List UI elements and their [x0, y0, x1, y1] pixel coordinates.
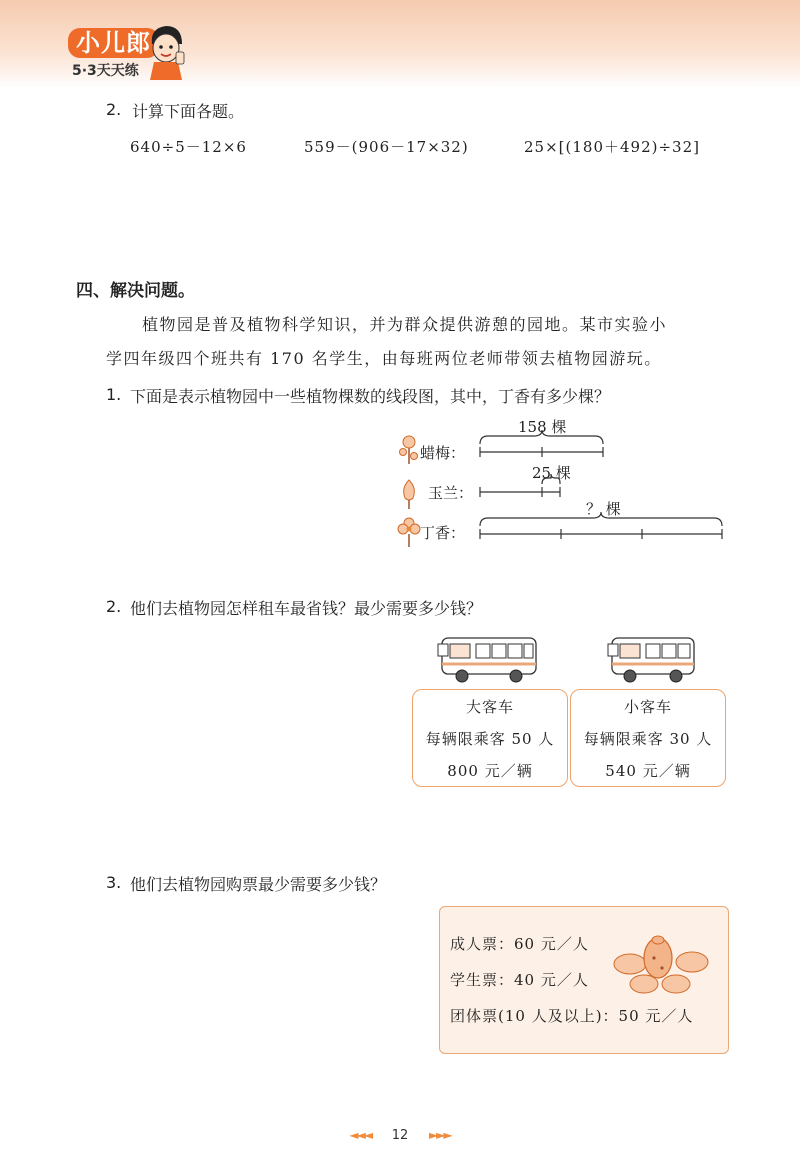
- q2-number: 2.: [106, 597, 122, 616]
- series-title: 5·3天天练: [72, 63, 139, 79]
- segment-diagram: [470, 412, 740, 552]
- expression: 559－(906－17×32): [304, 138, 469, 156]
- small-bus-info: [570, 689, 726, 787]
- brand-title: 小儿郎: [68, 28, 159, 58]
- q1-number: 1.: [106, 385, 122, 404]
- label-lilac: 丁香：: [420, 524, 466, 542]
- label-magnolia: 玉兰：: [428, 484, 474, 502]
- ticket-group: 团体票(10 人及以上)：50 元／人: [450, 1007, 694, 1025]
- calc-instruction: 计算下面各题。: [132, 102, 245, 121]
- ticket-student: 学生票：40 元／人: [450, 971, 589, 989]
- q3-number: 3.: [106, 873, 122, 892]
- section-title: 四、解决问题。: [76, 281, 195, 301]
- q3-text: 他们去植物园购票最少需要多少钱？: [130, 875, 387, 894]
- brace-label-wintersweet: 158 棵: [518, 418, 567, 436]
- plant-illustration-icon: [610, 928, 710, 998]
- large-bus-price: 800 元／辆: [447, 762, 533, 780]
- expression: 25×[(180＋492)÷32]: [524, 138, 700, 156]
- expression: 640÷5－12×6: [130, 138, 247, 156]
- label-wintersweet: 蜡梅：: [420, 444, 466, 462]
- ticket-adult: 成人票：60 元／人: [450, 935, 589, 953]
- large-bus-name: 大客车: [465, 698, 514, 716]
- large-bus-info: [412, 689, 568, 787]
- next-page-arrows[interactable]: ►►►: [428, 1128, 451, 1142]
- small-bus-capacity: 每辆限乘客 30 人: [583, 730, 713, 748]
- page-footer: [0, 1128, 800, 1143]
- page-number: 12: [391, 1128, 409, 1143]
- small-bus-name: 小客车: [623, 698, 672, 716]
- wintersweet-icon: [398, 432, 420, 466]
- prev-page-arrows[interactable]: ◄◄◄: [349, 1128, 372, 1142]
- calc-number: 2.: [106, 100, 122, 119]
- lilac-icon: [396, 514, 422, 548]
- large-bus-capacity: 每辆限乘客 50 人: [425, 730, 555, 748]
- q2-text: 他们去植物园怎样租车最省钱？最少需要多少钱？: [130, 599, 483, 618]
- intro-line-1: 植物园是普及植物科学知识，并为群众提供游憩的园地。某市实验小: [142, 315, 668, 334]
- large-bus-icon: [436, 630, 540, 686]
- brace-label-lilac: ？ 棵: [586, 500, 621, 518]
- intro-line-2: 学四年级四个班共有 170 名学生，由每班两位老师带领去植物园游玩。: [106, 349, 662, 368]
- small-bus-price: 540 元／辆: [605, 762, 691, 780]
- small-bus-icon: [606, 630, 698, 686]
- brace-label-magnolia: 25 棵: [532, 464, 571, 482]
- mascot-icon: [144, 22, 188, 80]
- magnolia-icon: [398, 476, 420, 510]
- q1-text: 下面是表示植物园中一些植物棵数的线段图，其中，丁香有多少棵？: [130, 387, 611, 406]
